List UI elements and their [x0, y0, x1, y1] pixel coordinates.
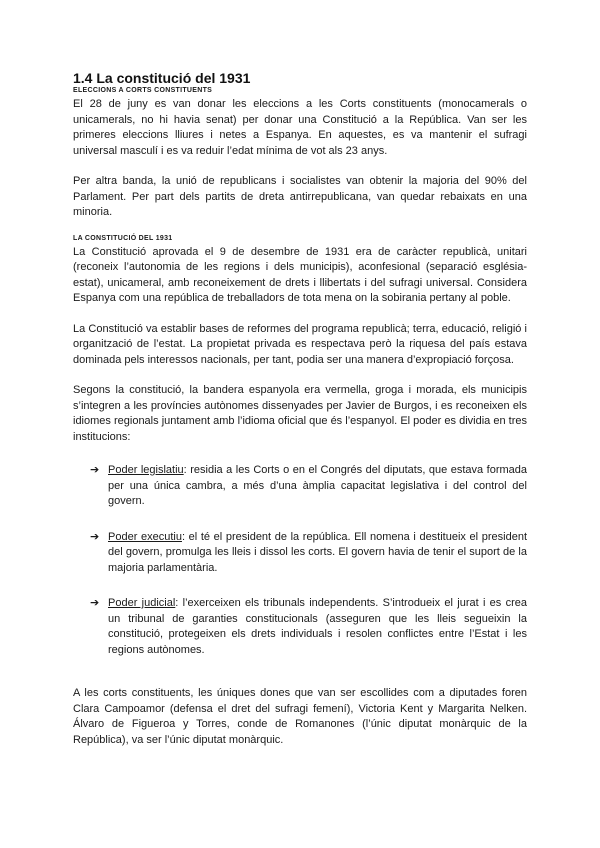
- term-executive: Poder executiu: [108, 530, 182, 543]
- paragraph-majority: Per altra banda, la unió de republicans i socialistes van obtenir la majoria del 90% del Parlament. Per part dels partits de dreta antirrepublicana, van quedar rebaixats en una minoria.: [73, 175, 527, 218]
- powers-list: [73, 463, 527, 658]
- arrow-icon: ➔: [90, 464, 100, 476]
- term-legislative: Poder legislatiu: [108, 464, 184, 476]
- paragraph-constitution-approval: La Constitució aprovada el 9 de desembre de 1931 era de caràcter republicà, unitari (reconeix l’autonomia de les regions i dels municipis), aconfesional (separació església-estat), unicameral, amb reconeixement de drets i llibertats i del sufragi universal. Considera Espanya com una república de treballadors de tota mena on la sobirania pertany al poble.: [73, 245, 527, 304]
- paragraph-reforms: La Constitució va establir bases de reformes del programa republicà; terra, educació, religió i organització de l’estat. La propietat privada es respectava però la riquesa del país estava dominada pels interessos nacionals, per tant, podia ser una manera d’expropiació forçosa.: [73, 322, 527, 366]
- list-item-legislative: [73, 463, 527, 510]
- text-executive: : el té el president de la república. Ell nomena i destitueix el president del govern, promulga les lleis i dissol les corts. El govern havia de tenir el suport de la majoria parlamentària.: [108, 530, 528, 574]
- list-item-judicial: [73, 596, 527, 658]
- paragraph-women-deputies: A les corts constituents, les úniques dones que van ser escollides com a diputades foren Clara Campoamor (defensa el dret del sufragi femení), Victoria Kent y Margarita Nelken. Álvaro de Figueroa y Torres, conde de Romanones (l’únic diputat monàrquic de la República), va ser l’únic diputat monàrquic.: [73, 687, 527, 746]
- text-judicial: : l’exerceixen els tribunals independents. S’introdueix el jurat i es crea un tribunal de garanties constitucionals (asseguren que les lleis segueixin la constitució, protegeixen els drets individuals i resolen conflictes entre l’Estat i les regions autònomes.: [108, 597, 527, 656]
- section-heading-elections: ELECCIONS A CORTS CONSTITUENTS: [73, 87, 213, 94]
- document-content: [73, 70, 527, 748]
- arrow-icon: ➔: [90, 597, 100, 609]
- term-judicial: Poder judicial: [108, 597, 176, 609]
- section-heading-constitution: LA CONSTITUCIÓ DEL 1931: [73, 234, 173, 242]
- paragraph-flag-powers: Segons la constitució, la bandera espanyola era vermella, groga i morada, els municipis s’integren a les províncies autònomes dissenyades per Javier de Burgos, i es reconeixen els idiomes regionals juntament amb l’idioma oficial que és l’espanyol. El poder es dividia en tres institucions:: [73, 384, 527, 443]
- text-legislative: : residia a les Corts o en el Congrés del diputats, que estava formada per una única cambra, a més d’una àmplia capacitat legislativa i del control del govern.: [108, 464, 527, 507]
- page-title: 1.4 La constitució del 1931: [73, 70, 251, 86]
- list-item-executive: [73, 530, 527, 577]
- paragraph-elections: El 28 de juny es van donar les eleccions a les Corts constituents (monocamerals o unicamerals, no hi havia senat) per donar una Constitució a la República. Van ser les primeres eleccions lliures i netes a Espanya. En aquestes, es va mantenir el sufragi universal masculí i es va reduir l’edat mínima de vot als 23 anys.: [73, 98, 527, 157]
- arrow-icon: ➔: [90, 530, 100, 543]
